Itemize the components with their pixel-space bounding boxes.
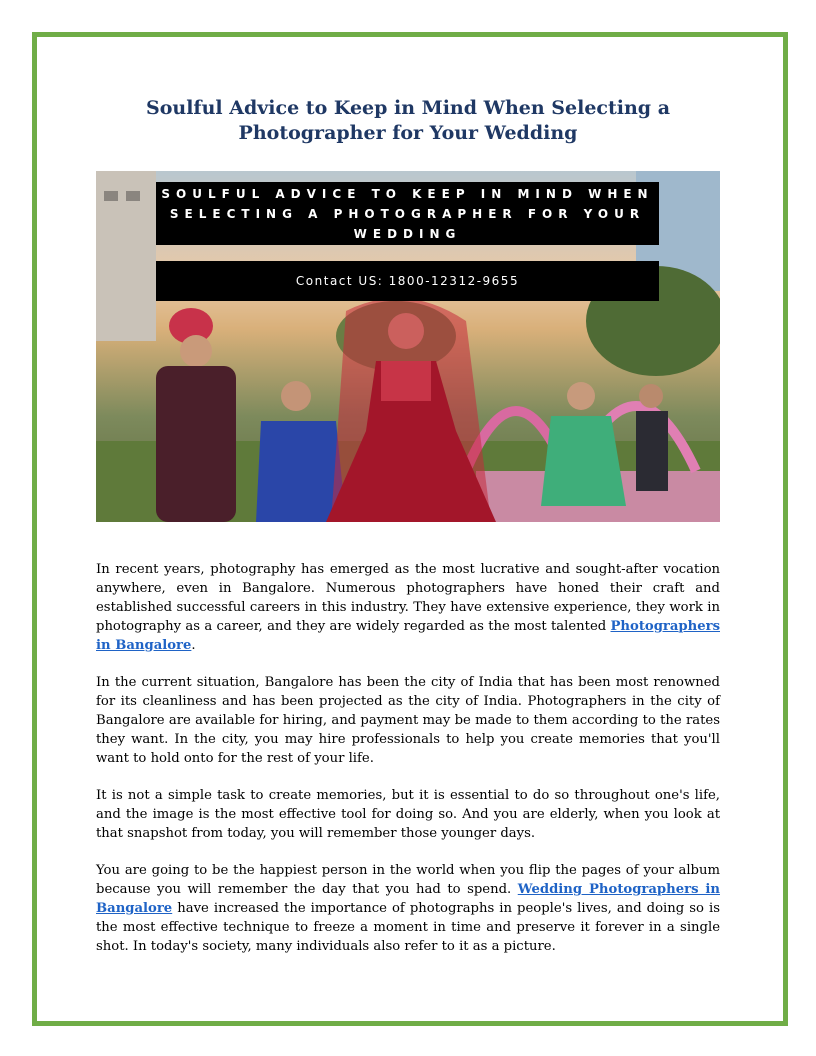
face-shape — [281, 381, 311, 411]
paragraph-4-start: You are going to be the happiest person in the world when you flip the pages of your album because you will remember the day that you had to spend. — [96, 863, 720, 897]
suit-shape — [636, 411, 668, 491]
paragraph-1-text: In recent years, photography has emerged as the most lucrative and sought-after vocation anywhere, even in Bangalore. Numerous photographers have honed their craft and established successful careers in this industry. They have extensive experience, they work in photography as a career, and they are widely regarded as the most talented — [96, 562, 720, 634]
paragraph-1-end: . — [191, 638, 196, 653]
face-shape — [567, 382, 595, 410]
window-shape — [104, 191, 118, 201]
sherwani-shape — [156, 366, 236, 522]
hero-image — [96, 171, 720, 522]
paragraph-4 — [96, 861, 720, 956]
article-body — [96, 560, 720, 974]
green-saree-shape — [541, 416, 626, 506]
paragraph-2: In the current situation, Bangalore has been the city of India that has been most renowned for its cleanliness and has been projected as the city of India. Photographers in the city of Bangalore are available for hiring, and payment may be made to them according to the rates they want. In the city, you may hire professionals to help you create memories that you'll want to hold onto for the rest of your life. — [96, 675, 720, 766]
paragraph-3: It is not a simple task to create memories, but it is essential to do so throughout one's life, and the image is the most effective tool for doing so. And you are elderly, when you look at that snapshot from today, you will remember those younger days. — [96, 788, 720, 841]
paragraph-4-end: have increased the importance of photographs in people's lives, and doing so is the most effective technique to freeze a moment in time and preserve it forever in a single shot. In today's society, many individuals also refer to it as a picture. — [96, 901, 720, 954]
face-shape — [180, 335, 212, 367]
blouse-shape — [381, 361, 431, 401]
contact-banner: Contact US: 1800-12312-9655 — [156, 261, 659, 301]
banner-title: SOULFUL ADVICE TO KEEP IN MIND WHEN SELECTING A PHOTOGRAPHER FOR YOUR WEDDING — [156, 182, 659, 245]
wedding-photographers-link[interactable]: Wedding Photographers in Bangalore — [96, 882, 720, 916]
page-title: Soulful Advice to Keep in Mind When Selecting a Photographer for Your Wedding — [145, 97, 671, 144]
window-shape — [126, 191, 140, 201]
paragraph-1 — [96, 560, 720, 655]
photographers-in-bangalore-link[interactable]: Photographers in Bangalore — [96, 619, 720, 653]
face-shape — [639, 384, 663, 408]
